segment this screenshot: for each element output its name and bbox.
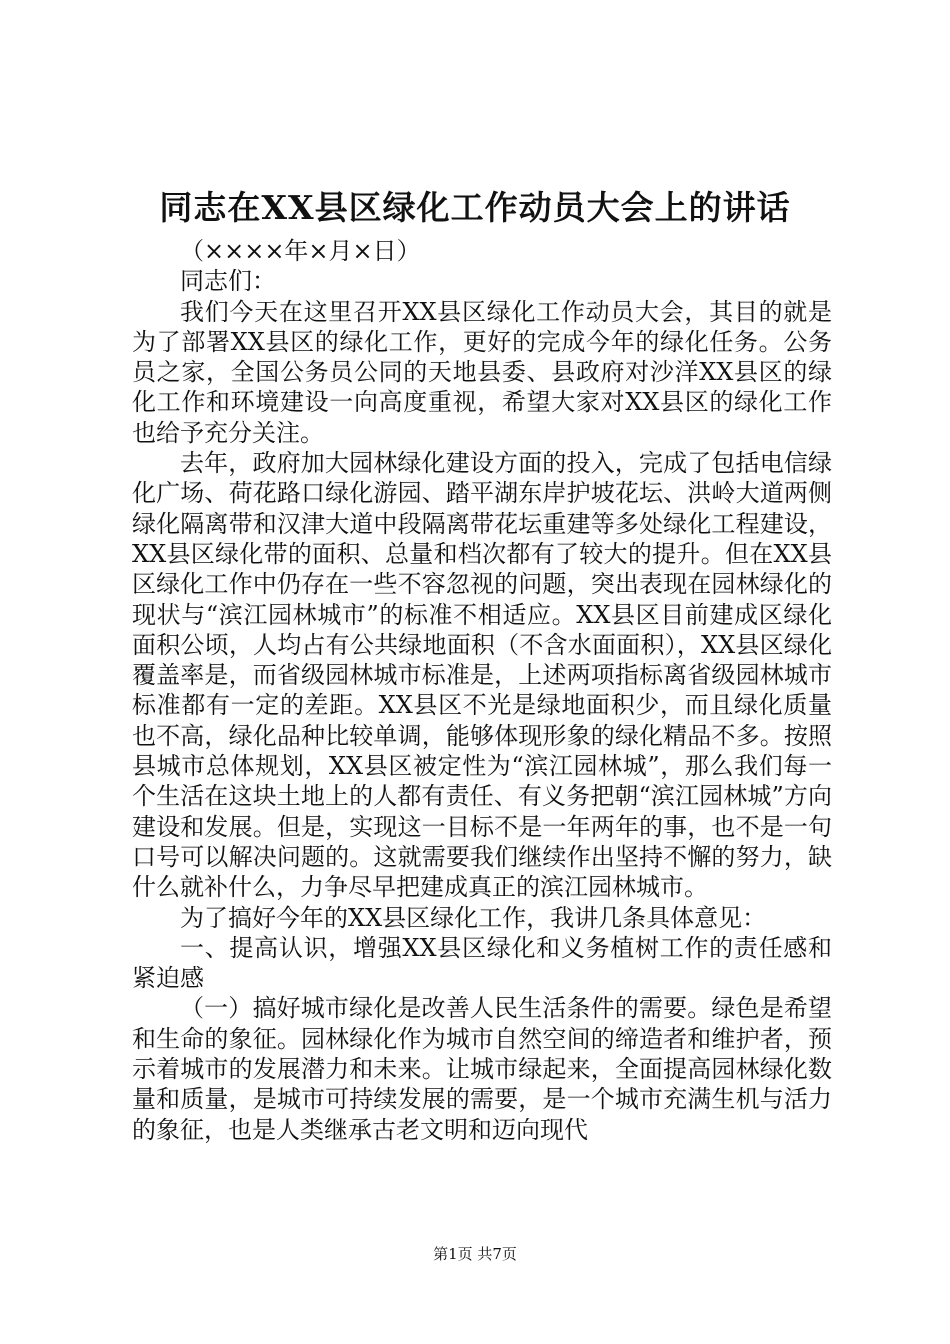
document-title: 同志在XX县区绿化工作动员大会上的讲话	[159, 188, 791, 227]
date-line: （××××年×月×日）	[180, 237, 421, 265]
paragraph-3: 为了搞好今年的XX县区绿化工作，我讲几条具体意见：	[180, 903, 767, 932]
paragraph-1: 我们今天在这里召开XX县区绿化工作动员大会，其目的就是为了部署XX县区的绿化工作，更好的完成今年的绿化任务。公务员之家，全国公务员公同的天地县委、县政府对沙洋XX县区的绿化工作和环境建设一向高度重视，希望大家对XX县区的绿化工作也给予充分关注。	[132, 297, 832, 447]
paragraph-4: （一）搞好城市绿化是改善人民生活条件的需要。绿色是希望和生命的象征。园林绿化作为城市自然空间的缔造者和维护者，预示着城市的发展潜力和未来。让城市绿起来，全面提高园林绿化数量和质量，是城市可持续发展的需要，是一个城市充满生机与活力的象征，也是人类继承古老文明和迈向现代	[132, 994, 832, 1144]
section-heading-1: 一、提高认识，增强XX县区绿化和义务植树工作的责任感和紧迫感	[132, 933, 832, 993]
page-footer: 第1页 共7页	[433, 1245, 517, 1263]
document-body	[132, 236, 832, 1145]
salutation: 同志们：	[180, 267, 276, 296]
paragraph-2: 去年，政府加大园林绿化建设方面的投入，完成了包括电信绿化广场、荷花路口绿化游园、踏平湖东岸护坡花坛、洪岭大道两侧绿化隔离带和汉津大道中段隔离带花坛重建等多处绿化工程建设，XX县区绿化带的面积、总量和档次都有了较大的提升。但在XX县区绿化工作中仍存在一些不容忽视的问题，突出表现在园林绿化的现状与“滨江园林城市”的标准不相适应。XX县区目前建成区绿化面积公顷，人均占有公共绿地面积（不含水面面积），XX县区绿化覆盖率是，而省级园林城市标准是，上述两项指标离省级园林城市标准都有一定的差距。XX县区不光是绿地面积少，而且绿化质量也不高，绿化品种比较单调，能够体现形象的绿化精品不多。按照县城市总体规划，XX县区被定性为“滨江园林城”，那么我们每一个生活在这块土地上的人都有责任、有义务把朝“滨江园林城”方向建设和发展。但是，实现这一目标不是一年两年的事，也不是一句口号可以解决问题的。这就需要我们继续作出坚持不懈的努力，缺什么就补什么，力争尽早把建成真正的滨江园林城市。	[132, 449, 832, 902]
